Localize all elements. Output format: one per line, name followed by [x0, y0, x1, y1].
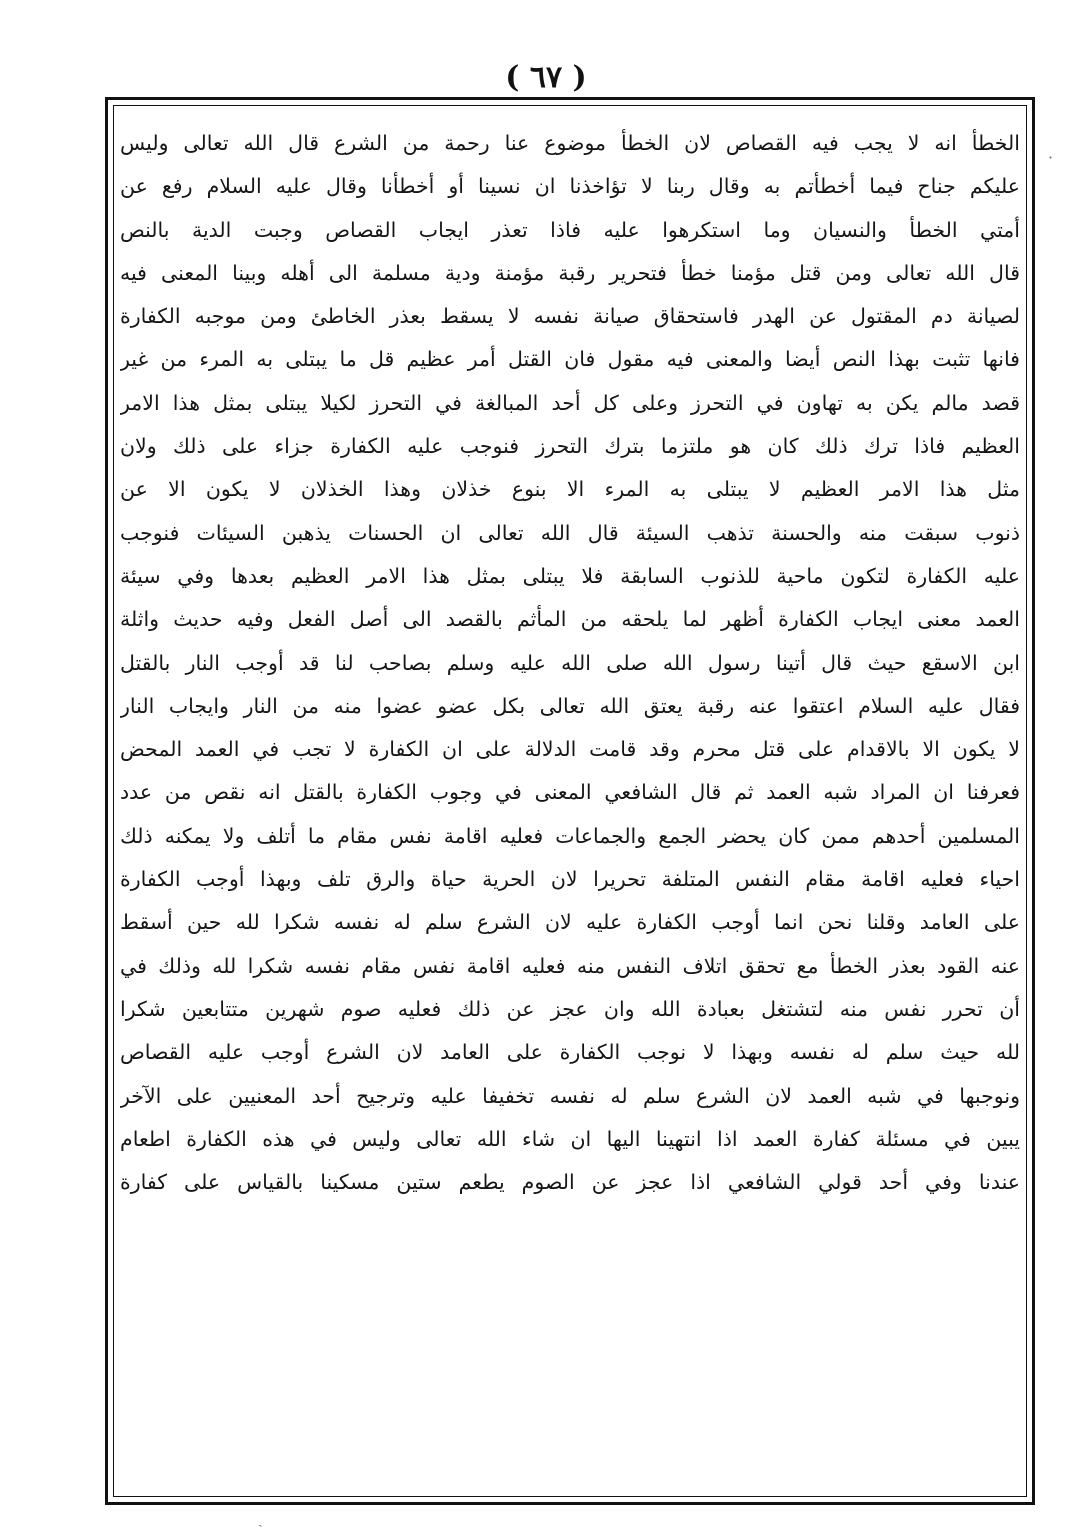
text-line: أن تحرر نفس منه لتشتغل بعبادة الله وان عجز عن ذلك فعليه صوم شهرين متتابعين شكرا	[120, 996, 1020, 1021]
text-line: لصيانة دم المقتول عن الهدر فاستحقاق صيانة نفسه لا يسقط بعذر الخاطئ ومن موجبه الكفارة	[120, 304, 1020, 329]
text-line: فانها تثبت بهذا النص أيضا والمعنى فيه مقول فان القتل أمر عظيم قل ما يبتلى به المرء من غير	[120, 347, 1020, 372]
text-line: عنه القود بعذر الخطأ مع تحقق اتلاف النفس منه فعليه اقامة نفس مقام نفسه شكرا لله وذلك في	[120, 953, 1020, 978]
page-number: ( ٦٧ )	[505, 60, 587, 95]
text-line: عندنا وفي أحد قولي الشافعي اذا عجز عن الصوم يطعم ستين مسكينا بالقياس على كفارة	[120, 1170, 1020, 1195]
text-line: قال الله تعالى ومن قتل مؤمنا خطأ فتحرير رقبة مؤمنة ودية مسلمة الى أهله وبينا المعنى فيه	[120, 260, 1020, 285]
bottom-speck-icon: ˏ	[258, 1512, 263, 1528]
text-line: لله حيث سلم له نفسه وبهذا لا نوجب الكفارة على العامد لان الشرع أوجب عليه القصاص	[120, 1040, 1020, 1065]
text-line: العظيم فاذا ترك ذلك كان هو ملتزما بترك التحرز فنوجب عليه الكفارة جزاء على ذلك ولان	[120, 434, 1020, 459]
text-line: أمتي الخطأ والنسيان وما استكرهوا عليه فاذا تعذر ايجاب القصاص وجبت الدية بالنص	[120, 217, 1020, 242]
text-line: عليه الكفارة لتكون ماحية للذنوب السابقة فلا يبتلى بمثل هذا الامر العظيم بعدها وفي سيئة	[120, 563, 1020, 588]
text-line: يبين في مسئلة كفارة العمد اذا انتهينا اليها ان شاء الله تعالى وليس في هذه الكفارة اطعام	[120, 1126, 1020, 1151]
body-text	[120, 122, 1020, 1204]
text-line: على العامد وقلنا نحن انما أوجب الكفارة عليه لان الشرع سلم له نفسه شكرا لله حين أسقط	[120, 910, 1020, 935]
text-line: المسلمين أحدهم ممن كان يحضر الجمع والجماعات فعليه اقامة نفس مقام ما أتلف ولا يمكنه ذلك	[120, 823, 1020, 848]
text-line: لا يكون الا بالاقدام على قتل محرم وقد قامت الدلالة على ان الكفارة لا تجب في العمد المحض	[120, 737, 1020, 762]
text-line: فعرفنا ان المراد شبه العمد ثم قال الشافعي المعنى في وجوب الكفارة بالقتل انه نقص من عدد	[120, 780, 1020, 805]
text-line: ذنوب سبقت منه والحسنة تذهب السيئة قال الله تعالى ان الحسنات يذهبن السيئات فنوجب	[120, 520, 1020, 545]
page-frame	[105, 97, 1035, 1505]
text-line: العمد معنى ايجاب الكفارة أظهر لما يلحقه من المأثم بالقصد الى أصل الفعل وفيه حديث واثلة	[120, 607, 1020, 632]
text-line: ابن الاسقع حيث قال أتينا رسول الله صلى الله عليه وسلم بصاحب لنا قد أوجب النار بالقتل	[120, 650, 1020, 675]
text-line: عليكم جناح فيما أخطأتم به وقال ربنا لا تؤاخذنا ان نسينا أو أخطأنا وقال عليه السلام رفع عن	[120, 174, 1020, 199]
text-line: قصد مالم يكن به تهاون في التحرز وعلى كل أحد المبالغة في التحرز لكيلا يبتلى بمثل هذا الامر	[120, 390, 1020, 415]
text-line: فقال عليه السلام اعتقوا عنه رقبة يعتق الله تعالى بكل عضو عضوا منه من النار وايجاب النار	[120, 693, 1020, 718]
text-line: مثل هذا الامر العظيم لا يبتلى به المرء الا بنوع خذلان وهذا الخذلان لا يكون الا عن	[120, 477, 1020, 502]
text-line: الخطأ انه لا يجب فيه القصاص لان الخطأ موضوع عنا رحمة من الشرع قال الله تعالى وليس	[120, 131, 1020, 155]
text-line: احياء فعليه اقامة مقام النفس المتلفة تحريرا لان الحرية حياة والرق تلف وبهذا أوجب الكفارة	[120, 867, 1020, 892]
margin-speck-icon: ·	[1048, 148, 1054, 167]
text-line: ونوجبها في شبه العمد لان الشرع سلم له نفسه تخفيفا عليه وترجيح أحد المعنيين على الآخر	[120, 1083, 1020, 1108]
